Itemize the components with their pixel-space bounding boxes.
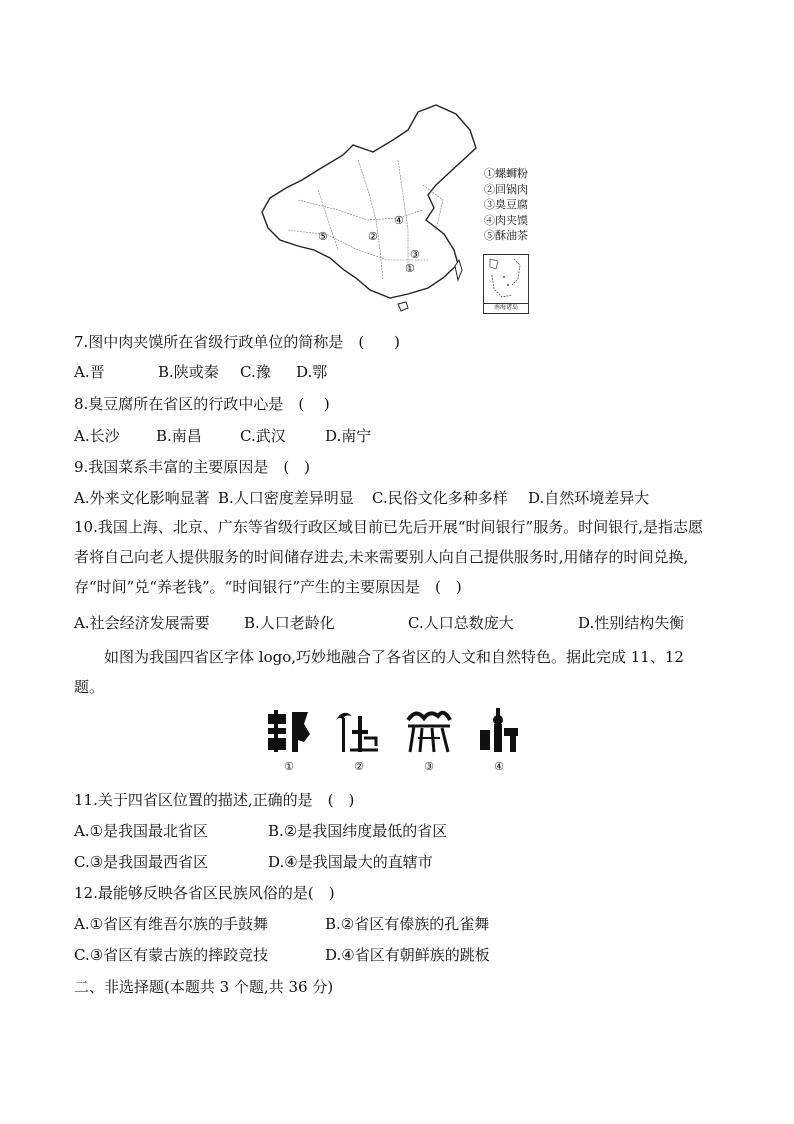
map-marker-1: ① (405, 262, 415, 275)
logo-2-hainan (334, 706, 384, 756)
legend-item: ③臭豆腐 (484, 198, 528, 211)
legend-item: ④肉夹馍 (484, 213, 528, 227)
q7-option-b: B.陕或秦 (158, 363, 219, 381)
q11-option-a: A.①是我国最北省区 (74, 822, 209, 840)
q7-option-c: C.豫 (240, 363, 271, 381)
q10-option-a: A.社会经济发展需要 (74, 614, 210, 632)
logo-number-2: ② (354, 760, 364, 773)
q10-option-b: B.人口老龄化 (244, 614, 335, 632)
q9-option-a: A.外来文化影响显著 (74, 489, 210, 507)
inset-map (484, 255, 528, 303)
china-outline (262, 105, 476, 298)
logo-number-1: ① (284, 760, 294, 773)
q11-stem: 11.关于四省区位置的描述,正确的是 ( ) (74, 791, 355, 809)
q12-option-a: A.①省区有维吾尔族的手鼓舞 (74, 915, 269, 933)
q9-option-c: C.民俗文化多种多样 (372, 489, 508, 507)
logo-number-4: ④ (494, 760, 504, 773)
q8-option-c: C.武汉 (240, 427, 286, 445)
inset-label: 南海诸岛 (484, 303, 528, 312)
legend-item: ①螺蛳粉 (484, 167, 528, 180)
logo-intro-paragraph: 如图为我国四省区字体 logo,巧妙地融合了各省区的人文和自然特色。据此完成 11、12 题。 (74, 648, 684, 696)
q8-stem: 8.臭豆腐所在省区的行政中心是 ( ) (74, 395, 330, 413)
q8-option-d: D.南宁 (325, 427, 372, 445)
q12-option-c: C.③省区有蒙古族的摔跤竞技 (74, 946, 269, 964)
q8-option-b: B.南昌 (156, 427, 202, 445)
logo-1-hubei (264, 706, 314, 756)
legend-item: ⑤酥油茶 (484, 229, 528, 242)
q7-stem: 7.图中肉夹馍所在省级行政单位的简称是 ( ) (74, 333, 401, 351)
china-map (258, 100, 488, 315)
map-marker-3: ③ (410, 248, 420, 261)
q10-stem: 10.我国上海、北京、广东等省级行政区域目前已先后开展“时间银行”服务。时间银行,是指志愿者将自己向老人提供服务的时间储存进去,未来需要别人向自己提供服务时,用储存的时间兑换,存“时间”兑“养老钱”。“时间银行”产生的主要原因是 ( ) (74, 518, 703, 596)
q9-stem: 9.我国菜系丰富的主要原因是 ( ) (74, 458, 311, 476)
map-marker-5: ⑤ (318, 230, 328, 243)
q10-option-d: D.性别结构失衡 (578, 614, 685, 632)
map-marker-2: ② (368, 230, 378, 243)
q7-option-a: A.晋 (74, 363, 105, 381)
q12-option-d: D.④省区有朝鲜族的跳板 (325, 946, 490, 964)
q8-option-a: A.长沙 (74, 427, 120, 445)
q7-option-d: D.鄂 (296, 363, 328, 381)
logo-3-inner-mongolia (404, 706, 454, 756)
q10-option-c: C.人口总数庞大 (408, 614, 514, 632)
q9-option-d: D.自然环境差异大 (528, 489, 650, 507)
q12-stem: 12.最能够反映各省区民族风俗的是( ) (74, 884, 335, 902)
q11-option-c: C.③是我国最西省区 (74, 853, 209, 871)
q11-option-d: D.④是我国最大的直辖市 (268, 853, 433, 871)
q11-option-b: B.②是我国纬度最低的省区 (268, 822, 448, 840)
map-marker-4: ④ (394, 214, 404, 227)
map-legend (484, 166, 528, 244)
logo-number-3: ③ (424, 760, 434, 773)
province-logos (264, 706, 534, 776)
legend-item: ②回锅肉 (484, 182, 528, 196)
q12-option-b: B.②省区有傣族的孔雀舞 (325, 915, 490, 933)
logo-4-shanghai (474, 706, 524, 756)
south-china-sea-inset (483, 254, 529, 314)
q9-option-b: B.人口密度差异明显 (218, 489, 354, 507)
hainan-island (398, 302, 408, 311)
section-2-heading: 二、非选择题(本题共 3 个题,共 36 分) (74, 978, 334, 996)
